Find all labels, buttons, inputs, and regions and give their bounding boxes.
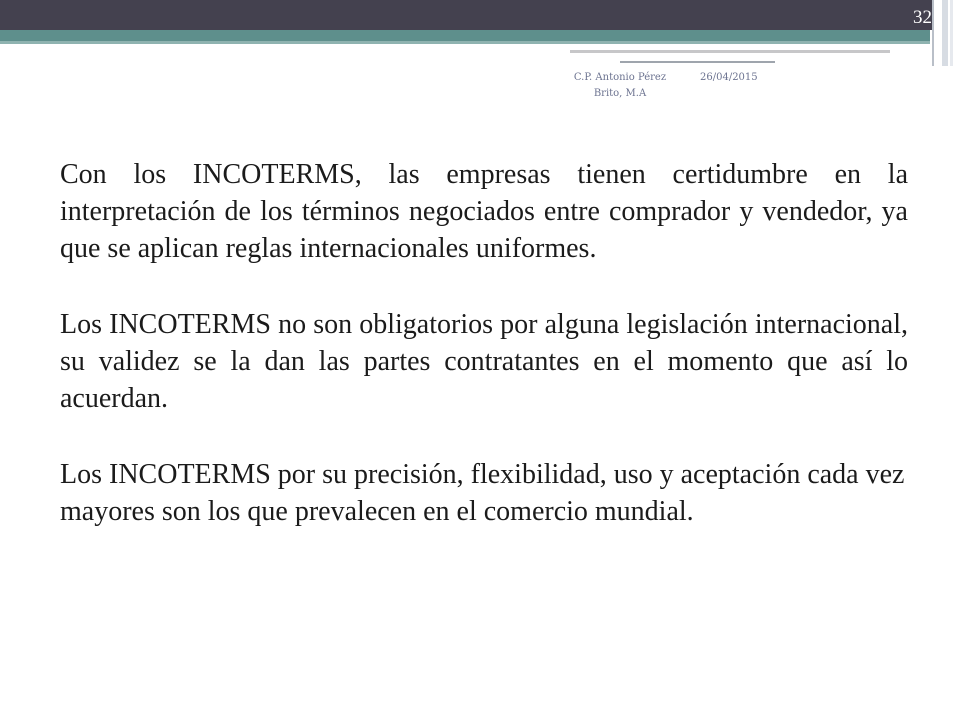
slide-number: 32 [913,7,932,28]
body-paragraph: Con los INCOTERMS, las empresas tienen certidumbre en la interpretación de los términos negociados entre comprador y vendedor, ya que se aplican reglas internacionales uniformes. [60,159,908,264]
body-paragraph: Los INCOTERMS no son obligatorios por alguna legislación internacional, su validez se la dan las partes contratantes en el momento que así lo acuerdan. [60,309,908,414]
right-decorative-bar-inner-2 [950,0,953,66]
footer-date: 26/04/2015 [700,72,758,83]
header-accent-line [0,30,930,41]
decorative-rule [570,50,890,53]
decorative-rule-short [620,61,775,63]
header-accent-line-thin [0,41,930,44]
slide-body [60,156,908,569]
right-decorative-bar-inner [942,0,948,66]
body-paragraph: Los INCOTERMS por su precisión, flexibilidad, uso y aceptación cada vez mayores son los que prevalecen en el comercio mundial. [60,459,905,527]
footer-author: C.P. Antonio Pérez Brito, M.A [573,72,667,99]
header-band [0,0,960,30]
